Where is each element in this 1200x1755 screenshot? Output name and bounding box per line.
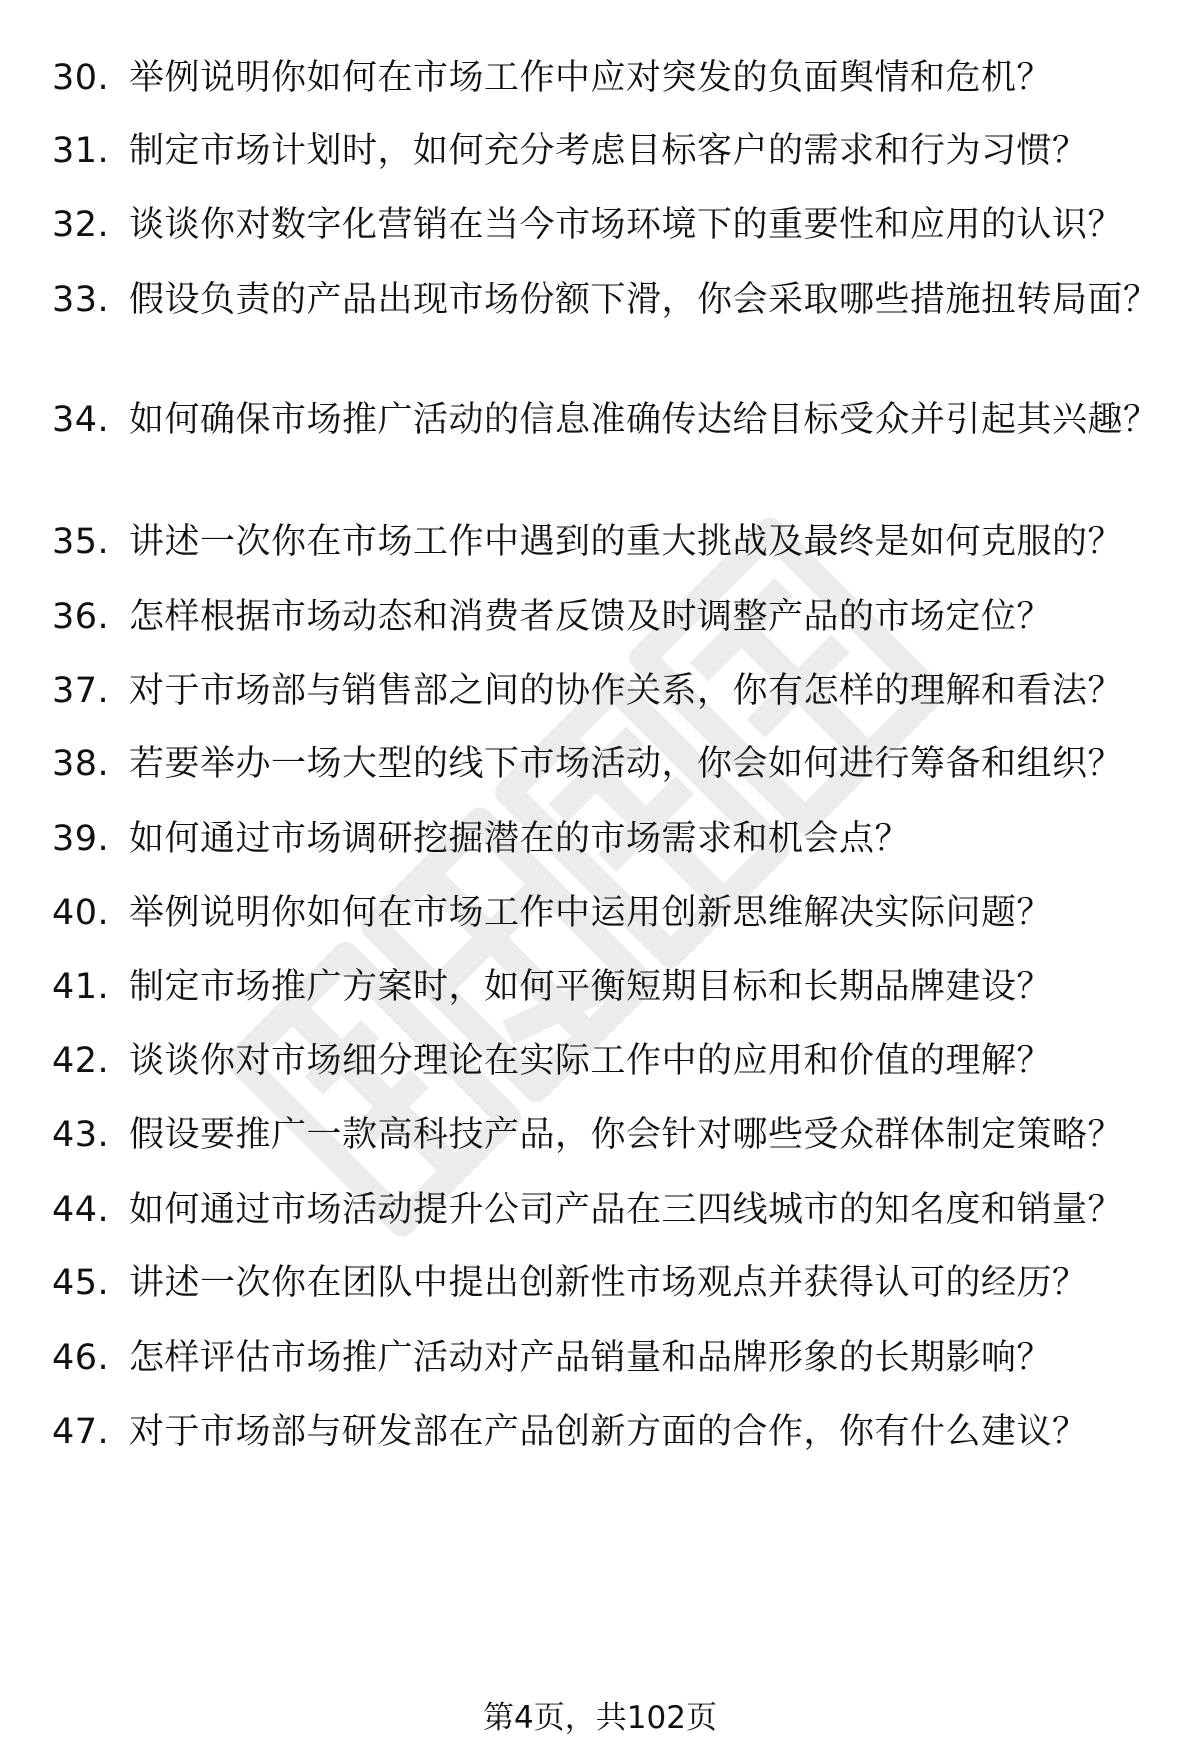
list-item [52, 53, 1162, 103]
list-item [52, 666, 1162, 716]
question-text: 对于市场部与销售部之间的协作关系，你有怎样的理解和看法？ [129, 671, 1124, 711]
question-number: 39. [52, 819, 110, 859]
question-text: 怎样根据市场动态和消费者反馈及时调整产品的市场定位？ [129, 597, 1053, 637]
question-number: 31. [52, 131, 110, 171]
question-number: 42. [52, 1041, 110, 1081]
list-item [52, 888, 1162, 938]
question-number: 36. [52, 597, 110, 637]
list-item [52, 517, 1162, 567]
question-number: 41. [52, 967, 110, 1007]
question-text: 若要举办一场大型的线下市场活动，你会如何进行筹备和组织？ [129, 744, 1124, 784]
question-text: 谈谈你对市场细分理论在实际工作中的应用和价值的理解？ [129, 1041, 1053, 1081]
question-text: 如何确保市场推广活动的信息准确传达给目标受众并引起其兴趣？ [129, 400, 1159, 440]
list-item [52, 1258, 1162, 1308]
question-number: 47. [52, 1412, 110, 1452]
question-number: 33. [52, 280, 110, 320]
list-item [52, 1185, 1162, 1235]
question-number: 30. [52, 58, 110, 98]
list-item [52, 962, 1162, 1012]
question-text: 制定市场计划时，如何充分考虑目标客户的需求和行为习惯？ [129, 131, 1088, 171]
question-text: 谈谈你对数字化营销在当今市场环境下的重要性和应用的认识？ [129, 205, 1124, 245]
list-item [52, 395, 1162, 445]
list-item [52, 126, 1162, 176]
question-text: 如何通过市场调研挖掘潜在的市场需求和机会点？ [129, 819, 911, 859]
question-number: 37. [52, 671, 110, 711]
question-number: 46. [52, 1338, 110, 1378]
question-text: 假设要推广一款高科技产品，你会针对哪些受众群体制定策略？ [129, 1115, 1124, 1155]
list-item [52, 1110, 1162, 1160]
question-number: 40. [52, 893, 110, 933]
list-item [52, 739, 1162, 789]
question-text: 怎样评估市场推广活动对产品销量和品牌形象的长期影响？ [129, 1338, 1053, 1378]
list-item [52, 200, 1162, 250]
question-number: 38. [52, 744, 110, 784]
list-item [52, 592, 1162, 642]
question-text: 讲述一次你在市场工作中遇到的重大挑战及最终是如何克服的？ [129, 522, 1124, 562]
question-number: 32. [52, 205, 110, 245]
question-text: 对于市场部与研发部在产品创新方面的合作，你有什么建议？ [129, 1412, 1088, 1452]
question-number: 35. [52, 522, 110, 562]
list-item [52, 1036, 1162, 1086]
question-text: 假设负责的产品出现市场份额下滑，你会采取哪些措施扭转局面？ [129, 280, 1159, 320]
question-text: 讲述一次你在团队中提出创新性市场观点并获得认可的经历？ [129, 1263, 1088, 1303]
page-indicator: 第4页，共102页 [483, 1700, 717, 1736]
question-text: 制定市场推广方案时，如何平衡短期目标和长期品牌建设？ [129, 967, 1053, 1007]
question-text: 举例说明你如何在市场工作中运用创新思维解决实际问题？ [129, 893, 1053, 933]
list-item [52, 1407, 1162, 1457]
list-item [52, 1333, 1162, 1383]
question-number: 45. [52, 1263, 110, 1303]
question-number: 44. [52, 1190, 110, 1230]
question-text: 举例说明你如何在市场工作中应对突发的负面舆情和危机？ [129, 58, 1053, 98]
question-text: 如何通过市场活动提升公司产品在三四线城市的知名度和销量？ [129, 1190, 1124, 1230]
question-number: 43. [52, 1115, 110, 1155]
list-item [52, 275, 1162, 325]
list-item [52, 814, 1162, 864]
question-number: 34. [52, 400, 110, 440]
